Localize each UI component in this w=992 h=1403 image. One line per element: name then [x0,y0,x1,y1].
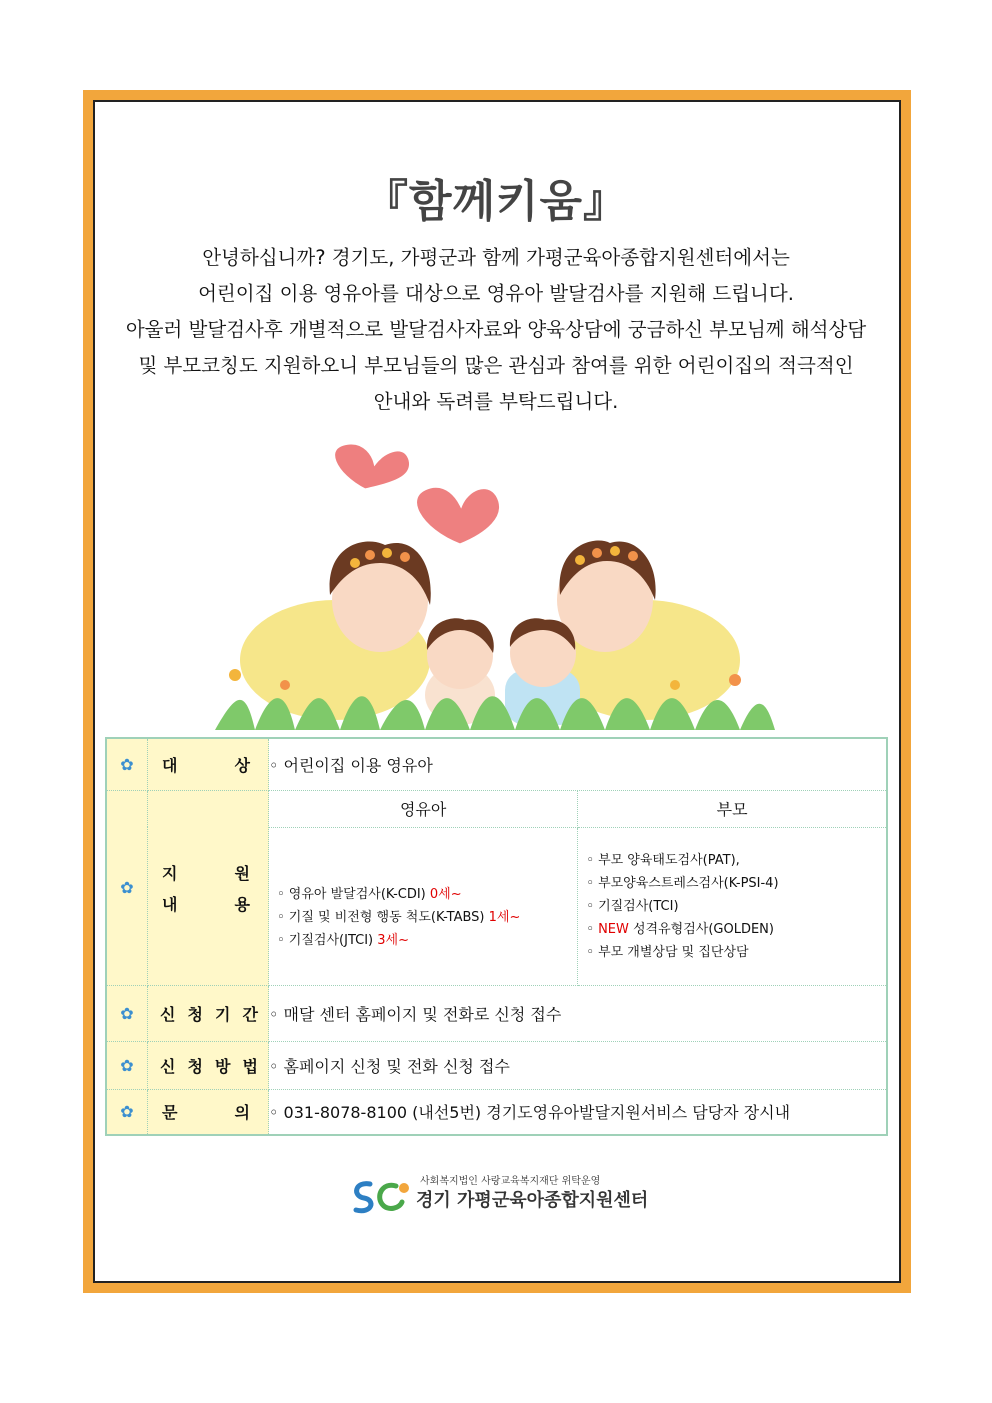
list-item [586,849,878,872]
bullet: ◦ [586,852,599,868]
test-name: 부모 개별상담 및 집단상담 [598,944,749,960]
test-name: 부모 양육태도검사(PAT), [598,852,740,868]
bullet: ◦ [586,898,599,914]
intro-line: 아울러 발달검사후 개별적으로 발달검사자료와 양육상담에 궁금하신 부모님께 해석상담 [125,318,867,341]
parent-header: 부모 [578,790,887,827]
list-item [586,872,878,895]
label-char: 의 [234,1103,250,1123]
target-value: ◦ 어린이집 이용 영유아 [269,738,888,790]
list-item [586,941,878,964]
flower-icon: ✿ [120,754,134,774]
info-table [105,737,888,1136]
label-char: 내 [162,894,178,914]
intro-line: 안녕하십니까? 경기도, 가평군과 함께 가평군육아종합지원센터에서는 [202,246,790,269]
small-heart-icon [334,443,411,490]
page-title: 『함께키움』 [363,176,628,227]
flower-icon [106,738,148,790]
flower-icon [106,790,148,985]
new-badge: NEW [598,921,629,937]
label-char: 상 [234,755,250,775]
parent-tests [578,827,887,985]
label-period [148,985,269,1041]
label-contact [148,1089,269,1135]
label-char: 방 [215,1056,231,1076]
flower-icon: ✿ [120,1055,134,1075]
period-value: ◦ 매달 센터 홈페이지 및 전화로 신청 접수 [269,985,888,1041]
label-char: 문 [162,1103,178,1123]
contact-value: ◦ 031-8078-8100 (내선5번) 경기도영유아발달지원서비스 담당자 장시내 [269,1089,888,1135]
label-char: 원 [234,863,250,883]
bullet: ◦ [586,875,599,891]
list-item [586,895,878,918]
label-char: 용 [234,894,250,914]
row-method [106,1041,887,1089]
label-char: 청 [187,1004,203,1024]
flower-icon [106,985,148,1041]
bullet: ◦ [586,944,599,960]
label-char: 대 [162,755,178,775]
flower-icon: ✿ [120,878,134,897]
age-badge: 0세~ [429,886,462,902]
bullet: ◦ [586,921,599,937]
label-char: 신 [160,1056,176,1076]
list-item [277,929,569,952]
family-illustration [215,435,775,730]
list-item [277,883,569,906]
row-contact [106,1089,887,1135]
method-value: ◦ 홈페이지 신청 및 전화 신청 접수 [269,1041,888,1089]
logo-name: 경기 가평군육아종합지원센터 [416,1190,649,1211]
test-name: ◦ 기질 및 비전형 행동 척도(K-TABS) [277,909,489,925]
label-support [148,790,269,985]
age-badge: 3세~ [377,932,409,948]
label-char: 간 [242,1004,258,1024]
test-name: 부모양육스트레스검사(K-PSI-4) [598,875,779,891]
list-item [586,918,878,941]
intro-text [100,240,892,420]
child-header: 영유아 [269,790,578,827]
test-name: ◦ 기질검사(JTCI) [277,932,378,948]
test-name: ◦ 영유아 발달검사(K-CDI) [277,886,430,902]
row-support-header [106,790,887,827]
test-name: 성격유형검사(GOLDEN) [628,921,774,937]
intro-line: 안내와 독려를 부탁드립니다. [373,390,619,413]
logo-subtitle: 사회복지법인 사랑교육복지재단 위탁운영 [420,1176,601,1187]
label-char: 신 [160,1004,176,1024]
flower-icon [106,1089,148,1135]
test-name: 기질검사(TCI) [598,898,679,914]
flower-icon [106,1041,148,1089]
label-char: 지 [162,863,178,883]
intro-line: 어린이집 이용 영유아를 대상으로 영유아 발달검사를 지원해 드립니다. [198,282,794,305]
intro-line: 및 부모코칭도 지원하오니 부모님들의 많은 관심과 참여를 위한 어린이집의 적극적인 [138,354,854,377]
row-target [106,738,887,790]
center-logo [350,1168,650,1218]
big-heart-icon [416,486,501,545]
flower-icon: ✿ [120,1102,134,1122]
row-period [106,985,887,1041]
label-method [148,1041,269,1089]
child-tests [269,827,578,985]
label-char: 청 [187,1056,203,1076]
list-item [277,906,569,929]
age-badge: 1세~ [488,909,521,925]
flower-icon: ✿ [120,1003,134,1023]
label-char: 법 [242,1056,258,1076]
logo-icon [350,1176,412,1216]
label-char: 기 [215,1004,231,1024]
label-target [148,738,269,790]
